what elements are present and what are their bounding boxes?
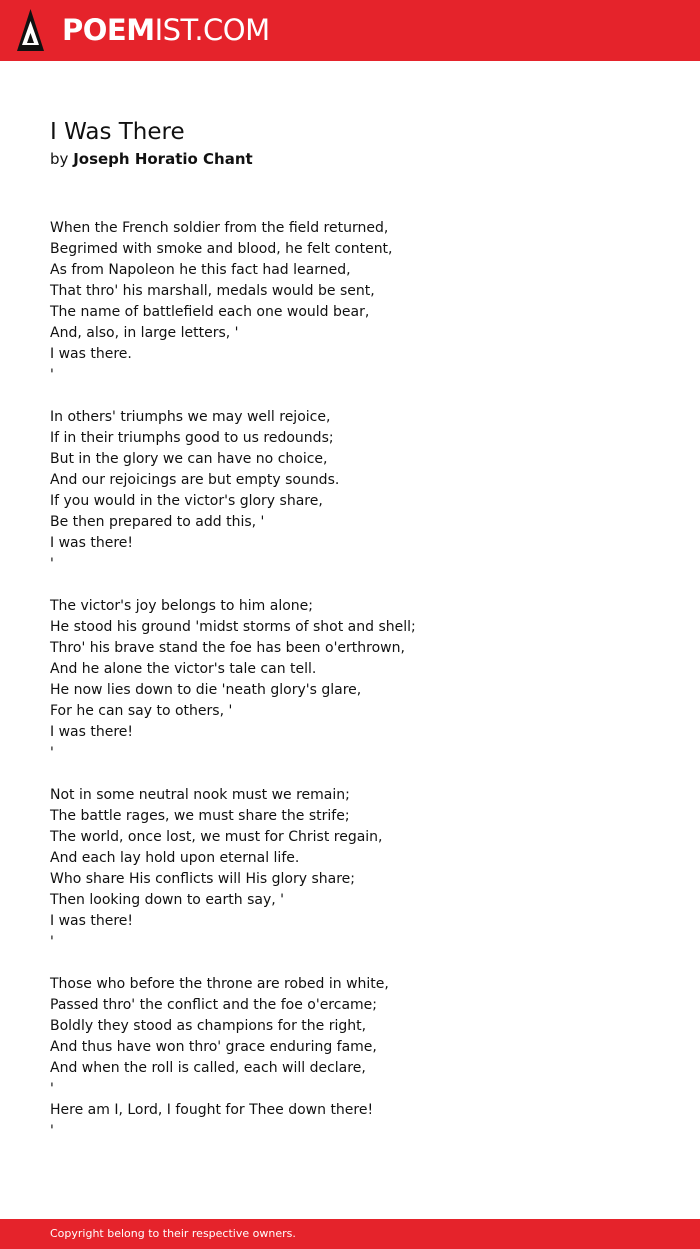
poem-line: The world, once lost, we must for Christ regain, [50,829,383,845]
poem-stanza [50,974,650,1142]
poem-line: He now lies down to die 'neath glory's glare, [50,682,362,698]
poem-line: If in their triumphs good to us redounds; [50,430,334,446]
poem-line: He stood his ground 'midst storms of shot and shell; [50,619,416,635]
poem-line: Here am I, Lord, I fought for Thee down there! [50,1102,374,1118]
poem-line: I was there! [50,913,134,929]
poem-line: I was there! [50,724,134,740]
poem-line: ' [50,934,54,950]
poem-line: The victor's joy belongs to him alone; [50,598,314,614]
poem-line: ' [50,1123,54,1139]
poem-line: And, also, in large letters, ' [50,325,239,341]
poem-stanza [50,218,650,386]
poem-line: Those who before the throne are robed in white, [50,976,389,992]
poem-line: I was there! [50,535,134,551]
poem-line: As from Napoleon he this fact had learned, [50,262,351,278]
by-label: by [50,150,69,168]
poem-line: And he alone the victor's tale can tell. [50,661,317,677]
poem-line: ' [50,556,54,572]
poem-line: That thro' his marshall, medals would be sent, [50,283,375,299]
poem-line: In others' triumphs we may well rejoice, [50,409,331,425]
poem-line: Thro' his brave stand the foe has been o'erthrown, [50,640,405,656]
poem-stanza [50,407,650,575]
pencil-tip-icon[interactable] [17,9,44,51]
poem-line: ' [50,1081,54,1097]
poem-line: ' [50,745,54,761]
logo-text-bold: POEM [62,13,155,47]
poem-line: I was there. [50,346,132,362]
poem-title: I Was There [50,119,185,145]
poem-line: If you would in the victor's glory share, [50,493,323,509]
poem-line: Who share His conflicts will His glory share; [50,871,356,887]
poem-stanza [50,596,650,764]
poem-line: And thus have won thro' grace enduring fame, [50,1039,377,1055]
poem-line: And when the roll is called, each will declare, [50,1060,366,1076]
poem-line: And our rejoicings are but empty sounds. [50,472,340,488]
site-logo[interactable] [62,11,270,49]
poem-line: But in the glory we can have no choice, [50,451,328,467]
author-name[interactable]: Joseph Horatio Chant [73,150,253,168]
logo-text-light: IST.COM [154,13,270,47]
poem-line: Passed thro' the conflict and the foe o'ercame; [50,997,378,1013]
poem-line: When the French soldier from the field returned, [50,220,389,236]
site-header [0,0,700,61]
byline [50,148,253,170]
copyright-text: Copyright belong to their respective owners. [50,1227,296,1240]
poem-line: Not in some neutral nook must we remain; [50,787,350,803]
poem-line: And each lay hold upon eternal life. [50,850,300,866]
poem-line: ' [50,367,54,383]
poem-line: Then looking down to earth say, ' [50,892,284,908]
poem-body [50,218,650,1163]
poem-stanza [50,785,650,953]
poem-line: For he can say to others, ' [50,703,233,719]
poem-line: The name of battlefield each one would bear, [50,304,370,320]
poem-line: Boldly they stood as champions for the right, [50,1018,367,1034]
poem-line: Begrimed with smoke and blood, he felt content, [50,241,393,257]
poem-line: The battle rages, we must share the strife; [50,808,350,824]
poem-line: Be then prepared to add this, ' [50,514,265,530]
site-footer [0,1219,700,1249]
